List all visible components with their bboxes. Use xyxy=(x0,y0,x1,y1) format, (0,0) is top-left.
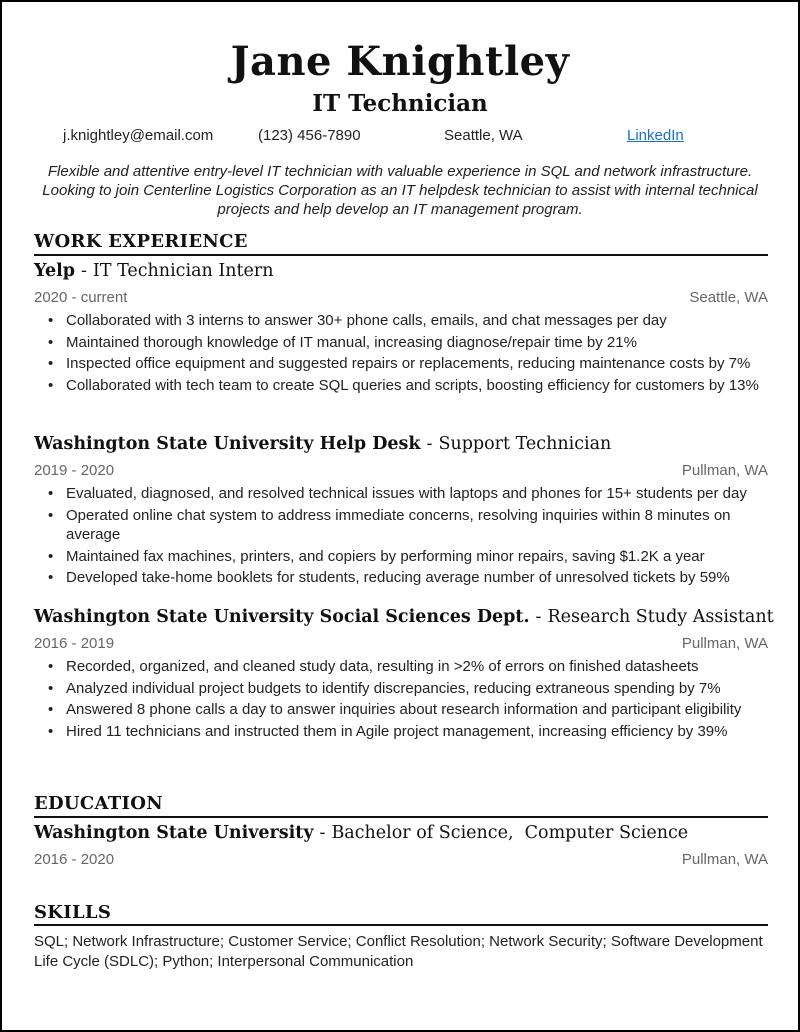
list-item: • Answered 8 phone calls a day to answer inquiries about research information and participant eligibility xyxy=(66,700,766,720)
job-bullets xyxy=(66,484,766,590)
list-item: • Developed take-home booklets for students, reducing average number of unresolved tickets by 59% xyxy=(66,568,766,588)
list-item: • Recorded, organized, and cleaned study data, resulting in >2% of errors on finished datasheets xyxy=(66,657,766,677)
job-meta xyxy=(34,462,768,479)
section-divider xyxy=(34,816,768,818)
education-degree: Bachelor of Science, Computer Science xyxy=(331,823,689,843)
job-bullets xyxy=(66,311,766,397)
job-employer: Yelp xyxy=(34,261,75,281)
job-role: Support Technician xyxy=(438,434,612,454)
professional-summary: Flexible and attentive entry-level IT technician with valuable experience in SQL and network infrastructure. Looking to join Centerline Logistics Corporation as an IT helpdesk technician to assist with internal technical projects and help develop an IT management program. xyxy=(42,163,758,218)
list-item: • Maintained thorough knowledge of IT manual, increasing diagnose/repair time by 21% xyxy=(66,333,766,353)
section-title-work: WORK EXPERIENCE xyxy=(34,231,248,252)
education-dates: 2016 - 2020 xyxy=(34,851,115,868)
section-divider xyxy=(34,254,768,256)
job-location: Pullman, WA xyxy=(681,462,768,479)
section-title-skills: SKILLS xyxy=(34,902,112,923)
job-employer: Washington State University Social Sciences Dept. xyxy=(34,607,530,627)
education-heading xyxy=(34,823,688,843)
list-item: • Operated online chat system to address immediate concerns, resolving inquiries within 8 minutes on average xyxy=(66,506,766,545)
candidate-title: IT Technician xyxy=(312,90,488,117)
job-dates: 2019 - 2020 xyxy=(34,462,115,479)
job-employer: Washington State University Help Desk xyxy=(34,434,421,454)
job-role: Research Study Assistant xyxy=(547,607,774,627)
contact-email[interactable]: j.knightley@email.com xyxy=(63,127,214,144)
section-divider xyxy=(34,924,768,926)
job-heading xyxy=(34,607,774,627)
section-title-education: EDUCATION xyxy=(34,793,163,814)
education-location: Pullman, WA xyxy=(681,851,768,868)
job-heading xyxy=(34,261,274,281)
job-dates: 2020 - current xyxy=(34,289,128,306)
job-location: Seattle, WA xyxy=(689,289,768,306)
linkedin-link[interactable]: LinkedIn xyxy=(627,127,684,144)
list-item: • Collaborated with 3 interns to answer 30+ phone calls, emails, and chat messages per day xyxy=(66,311,766,331)
separator: - xyxy=(81,261,87,281)
list-item: • Inspected office equipment and suggested repairs or replacements, reducing maintenance costs by 7% xyxy=(66,354,766,374)
candidate-name: Jane Knightley xyxy=(230,38,570,85)
job-meta xyxy=(34,289,768,306)
job-role: IT Technician Intern xyxy=(92,261,274,281)
contact-location: Seattle, WA xyxy=(444,127,523,144)
contact-phone: (123) 456-7890 xyxy=(258,127,361,144)
job-dates: 2016 - 2019 xyxy=(34,635,115,652)
separator: - xyxy=(535,607,542,627)
resume-page xyxy=(2,2,798,1030)
list-item: • Maintained fax machines, printers, and copiers by performing minor repairs, saving $1.2K a year xyxy=(66,547,766,567)
job-meta xyxy=(34,635,768,652)
list-item: • Analyzed individual project budgets to identify discrepancies, reducing extraneous spending by 7% xyxy=(66,679,766,699)
separator: - xyxy=(319,823,326,843)
job-heading xyxy=(34,434,611,454)
job-location: Pullman, WA xyxy=(681,635,768,652)
list-item: • Evaluated, diagnosed, and resolved technical issues with laptops and phones for 15+ students per day xyxy=(66,484,766,504)
skills-list: SQL; Network Infrastructure; Customer Service; Conflict Resolution; Network Security; Software Development Life Cycle (SDLC); Python; Interpersonal Communication xyxy=(34,933,763,970)
education-meta xyxy=(34,851,768,868)
job-bullets xyxy=(66,657,766,743)
separator: - xyxy=(426,434,433,454)
list-item: • Hired 11 technicians and instructed them in Agile project management, increasing efficiency by 39% xyxy=(66,722,766,742)
list-item: • Collaborated with tech team to create SQL queries and scripts, boosting efficiency for customers by 13% xyxy=(66,376,766,396)
education-school: Washington State University xyxy=(34,823,314,843)
